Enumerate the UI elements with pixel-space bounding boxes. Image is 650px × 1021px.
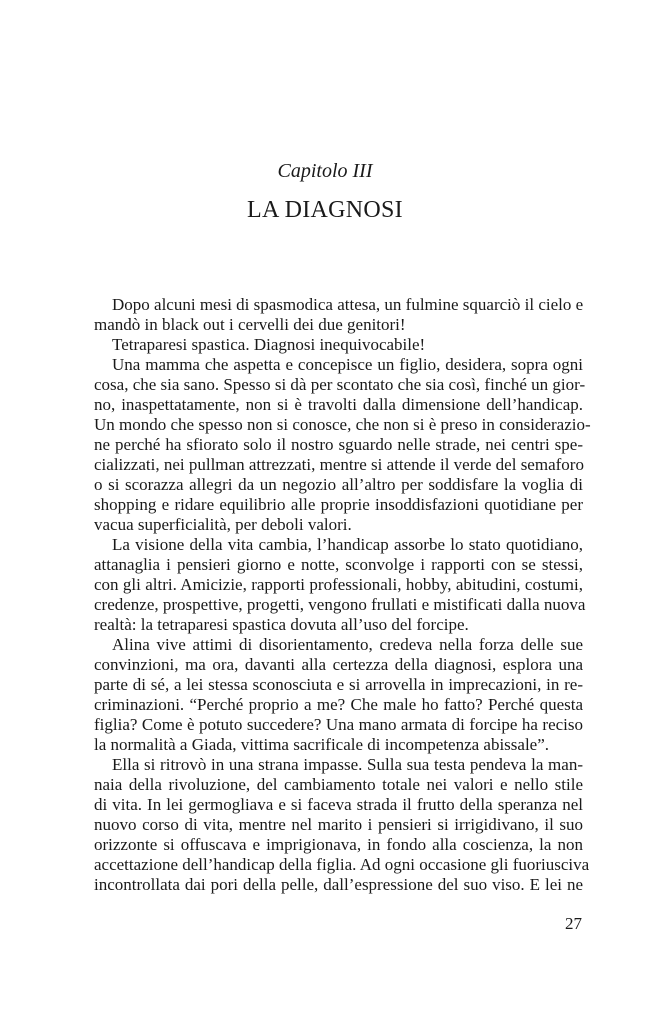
text-line: Un mondo che spesso non si conosce, che non si è preso in considerazio- xyxy=(94,415,591,434)
text-line: shopping e ridare equilibrio alle proprie insoddisfazioni quotidiane per xyxy=(94,495,583,514)
page-number: 27 xyxy=(565,914,582,933)
paragraph xyxy=(94,755,590,895)
text-line: attanaglia i pensieri giorno e notte, sconvolge i rapporti con se stessi, xyxy=(94,555,583,574)
text-line: Tetraparesi spastica. Diagnosi inequivocabile! xyxy=(112,335,426,354)
text-line: parte di sé, a lei stessa sconosciuta e si arrovella in imprecazioni, in re- xyxy=(94,675,583,694)
text-line: Una mamma che aspetta e concepisce un figlio, desidera, sopra ogni xyxy=(112,355,583,374)
text-line: no, inaspettatamente, non si è travolti dalla dimensione dell’handicap. xyxy=(94,395,583,414)
chapter-title: LA DIAGNOSI xyxy=(247,197,403,223)
text-line: convinzioni, ma ora, davanti alla certezza della diagnosi, esplora una xyxy=(94,655,583,674)
text-line: nuovo corso di vita, mentre nel marito i pensieri si irrigidivano, il suo xyxy=(94,815,583,834)
paragraph xyxy=(94,295,583,335)
text-line: orizzonte si offuscava e imprigionava, in fondo alla coscienza, la non xyxy=(94,835,583,854)
paragraph xyxy=(94,535,586,635)
text-line: di vita. In lei germogliava e si faceva strada il frutto della speranza nel xyxy=(94,795,583,814)
text-line: La visione della vita cambia, l’handicap assorbe lo stato quotidiano, xyxy=(112,535,583,554)
paragraph xyxy=(94,355,591,535)
text-line: Ella si ritrovò in una strana impasse. Sulla sua testa pendeva la man- xyxy=(112,755,583,774)
text-line: realtà: la tetraparesi spastica dovuta all’uso del forcipe. xyxy=(94,615,469,634)
text-line: accettazione dell’handicap della figlia. Ad ogni occasione gli fuoriusciva xyxy=(94,855,590,874)
paragraph xyxy=(94,635,583,755)
text-line: mandò in black out i cervelli dei due genitori! xyxy=(94,315,406,334)
text-line: o si scorazza allegri da un negozio all’altro per soddisfare la voglia di xyxy=(94,475,583,494)
text-line: vacua superficialità, per deboli valori. xyxy=(94,515,352,534)
paragraph xyxy=(94,335,583,355)
text-line: criminazioni. “Perché proprio a me? Che male ho fatto? Perché questa xyxy=(94,695,583,714)
text-line: cializzati, nei pullman attrezzati, mentre si attende il verde del semaforo xyxy=(94,455,584,474)
text-line: ne perché ha sfiorato solo il nostro sguardo nelle strade, nei centri spe- xyxy=(94,435,583,454)
text-line: figlia? Come è potuto succedere? Una mano armata di forcipe ha reciso xyxy=(94,715,583,734)
body-text xyxy=(94,295,591,895)
chapter-label: Capitolo III xyxy=(277,160,373,182)
text-line: con gli altri. Amicizie, rapporti professionali, hobby, abitudini, costumi, xyxy=(94,575,583,594)
text-line: naia della rivoluzione, del cambiamento totale nei valori e nello stile xyxy=(94,775,583,794)
text-line: cosa, che sia sano. Spesso si dà per scontato che sia così, finché un gior- xyxy=(94,375,586,394)
text-line: incontrollata dai pori della pelle, dall’espressione del suo viso. E lei ne xyxy=(94,875,583,894)
text-line: la normalità a Giada, vittima sacrificale di incompetenza abissale”. xyxy=(94,735,550,754)
text-line: Dopo alcuni mesi di spasmodica attesa, un fulmine squarciò il cielo e xyxy=(112,295,584,314)
text-line: credenze, prospettive, progetti, vengono frullati e mistificati dalla nuova xyxy=(94,595,586,614)
text-line: Alina vive attimi di disorientamento, credeva nella forza delle sue xyxy=(112,635,583,654)
